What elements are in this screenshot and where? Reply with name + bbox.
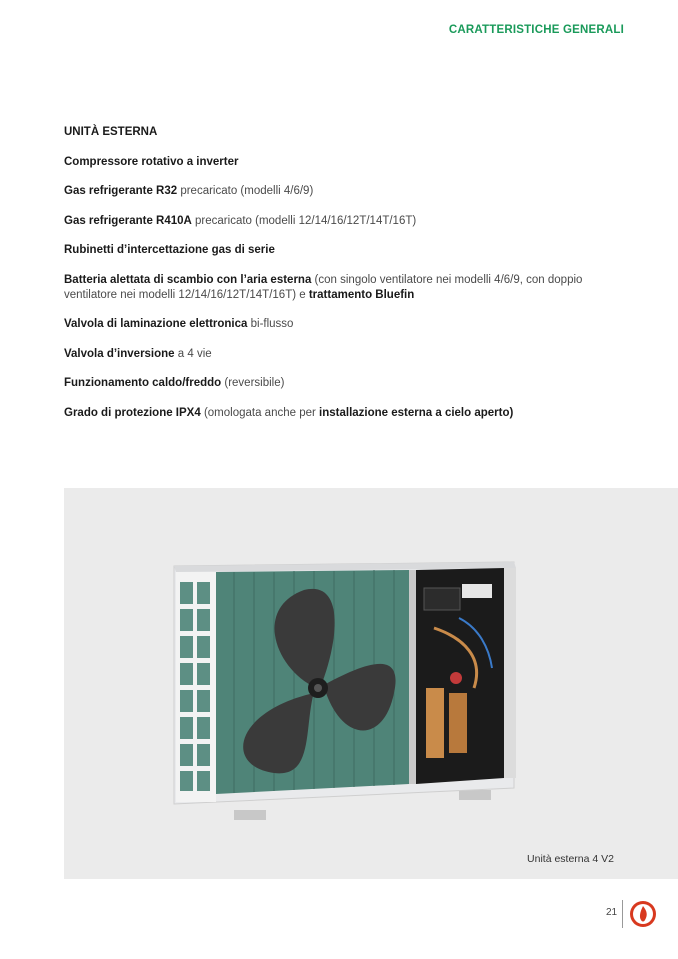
feature-text: a 4 vie [174,347,212,360]
feature-item [64,273,634,303]
image-caption: Unità esterna 4 V2 [527,853,614,865]
feature-text: (omologata anche per [200,406,320,419]
feature-text: (con singolo ventilatore nei modelli 4/6/9, con doppio ventilatore nei modelli 12/14/16/12T/14T/16T) e [64,273,583,301]
feature-item [64,376,634,391]
brand-logo-icon [629,900,657,928]
feature-text-bold: Valvola d’inversione [64,347,175,360]
feature-item [64,406,634,421]
feature-text-bold: Batteria alettata di scambio con l’aria esterna [64,273,312,286]
feature-item [64,214,634,229]
feature-text: precaricato (modelli 12/14/16/12T/14T/16T) [191,214,417,227]
feature-text-bold: Funzionamento caldo/freddo [64,377,222,389]
features-list [64,125,634,435]
feature-item [64,347,634,362]
feature-text-bold: Grado di protezione IPX4 [64,406,201,419]
feature-text-bold: Compressore rotativo a inverter [64,155,239,168]
feature-text-bold: trattamento Bluefin [308,288,415,301]
feature-text-bold: Gas refrigerante R32 [64,185,178,197]
feature-text-bold: installazione esterna a cielo aperto) [319,406,514,419]
feature-text-bold: Gas refrigerante R410A [64,214,192,227]
feature-item [64,317,634,332]
page-number: 21 [606,907,618,918]
outdoor-unit-image [64,488,678,879]
footer-divider [622,900,623,928]
section-header: CARATTERISTICHE GENERALI [448,24,624,36]
product-photo-panel [64,488,678,879]
feature-item [64,155,634,170]
feature-text-bold: Valvola di laminazione elettronica [64,318,248,330]
feature-item [64,243,634,258]
feature-item [64,184,634,199]
section-title: UNITÀ ESTERNA [64,126,158,138]
feature-text: bi-flusso [247,318,294,330]
feature-text-bold: Rubinetti d’intercettazione gas di serie [64,244,275,256]
feature-text: (reversibile) [221,377,285,389]
feature-text: precaricato (modelli 4/6/9) [177,185,314,197]
